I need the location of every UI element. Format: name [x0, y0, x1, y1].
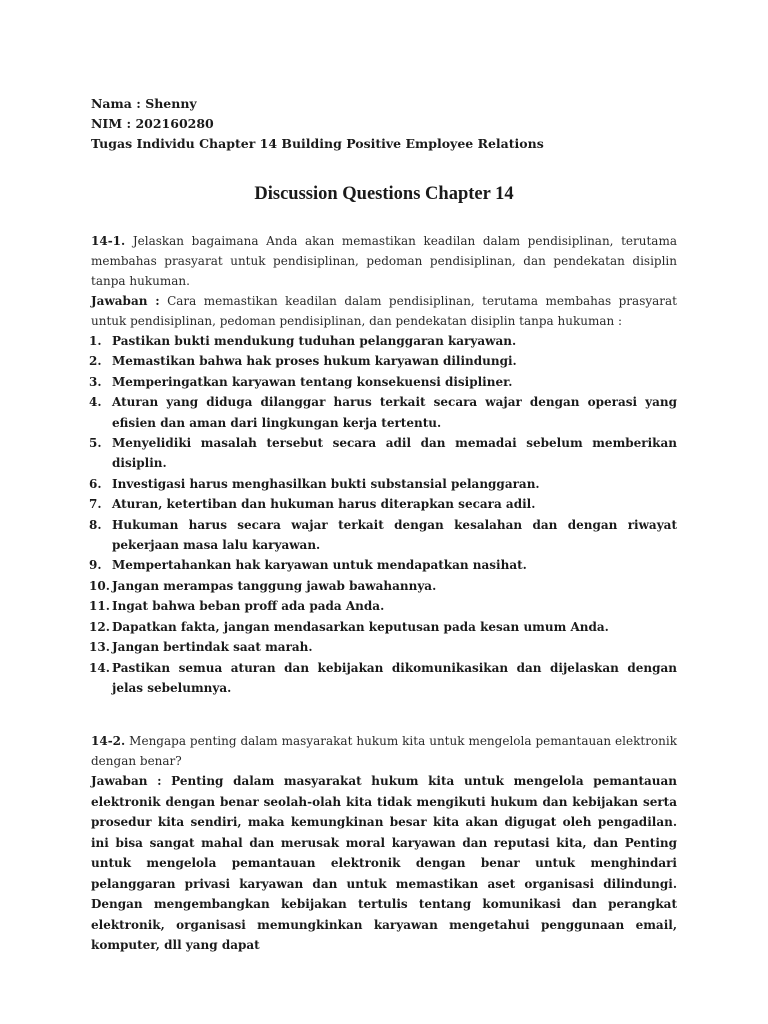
answer-1-intro-text: Cara memastikan keadilan dalam pendisiplinan, terutama membahas prasyarat untuk pendisiplinan, pedoman pendisiplinan, dan pendekatan disiplin tanpa hukuman :: [91, 294, 678, 328]
list-item-text: Ingat bahwa beban proff ada pada Anda.: [112, 599, 385, 614]
list-item-text: Jangan merampas tanggung jawab bawahannya.: [112, 578, 437, 593]
list-item-text: Hukuman harus secara wajar terkait dengan kesalahan dan dengan riwayat pekerjaan masa lalu karyawan.: [112, 517, 677, 553]
list-item-number: 3.: [89, 374, 102, 389]
list-item: [91, 596, 677, 616]
list-item-number: 13.: [89, 640, 110, 655]
list-item-number: 6.: [89, 476, 102, 491]
list-item-text: Mempertahankan hak karyawan untuk mendapatkan nasihat.: [112, 558, 527, 573]
list-item-number: 11.: [89, 599, 110, 614]
list-item: [91, 474, 677, 494]
list-item: [91, 637, 677, 657]
section-gap: [91, 698, 677, 731]
list-item: [91, 515, 677, 556]
list-item-number: 8.: [89, 517, 102, 532]
list-item-text: Pastikan bukti mendukung tuduhan pelanggaran karyawan.: [112, 334, 517, 348]
list-item-number: 1.: [89, 334, 102, 348]
assignment-line: Tugas Individu Chapter 14 Building Positive Employee Relations: [91, 136, 544, 151]
list-item-text: Aturan, ketertiban dan hukuman harus diterapkan secara adil.: [112, 497, 536, 512]
question-1-text: Jelaskan bagaimana Anda akan memastikan keadilan dalam pendisiplinan, terutama membahas prasyarat untuk pendisiplinan, pedoman pendisiplinan, dan pendekatan disiplin tanpa hukuman.: [91, 234, 677, 288]
list-item: [91, 331, 677, 351]
name-label: Nama: [91, 96, 132, 111]
nim-label: NIM: [91, 116, 123, 131]
list-item: [91, 658, 677, 699]
list-item-text: Pastikan semua aturan dan kebijakan dikomunikasikan dan dijelaskan dengan jelas sebelumnya.: [112, 660, 677, 695]
list-item: [91, 617, 677, 637]
question-2: [91, 731, 677, 771]
answer-1-intro: [91, 291, 677, 331]
list-item: [91, 555, 677, 575]
list-item-text: Jangan bertindak saat marah.: [112, 640, 313, 655]
page-title: Discussion Questions Chapter 14: [254, 184, 514, 204]
name-separator: :: [131, 96, 146, 111]
list-item-text: Investigasi harus menghasilkan bukti substansial pelanggaran.: [112, 476, 540, 491]
list-item-text: Menyelidiki masalah tersebut secara adil dan memadai sebelum memberikan disiplin.: [112, 436, 677, 471]
list-item: [91, 372, 677, 392]
list-item: [91, 494, 677, 514]
list-item-number: 14.: [89, 660, 110, 675]
list-item-text: Dapatkan fakta, jangan mendasarkan keputusan pada kesan umum Anda.: [112, 619, 609, 634]
question-2-number: 14-2.: [91, 734, 126, 749]
student-name-line: [91, 94, 677, 114]
list-item-text: Aturan yang diduga dilanggar harus terkait secara wajar dengan operasi yang efisien dan aman dari lingkungan kerja tertentu.: [112, 395, 677, 430]
list-item-number: 4.: [89, 395, 102, 410]
list-item-number: 10.: [89, 578, 110, 593]
list-item: [91, 351, 677, 371]
question-2-text: Mengapa penting dalam masyarakat hukum kita untuk mengelola pemantauan elektronik dengan benar?: [91, 734, 677, 769]
list-item-number: 5.: [89, 436, 102, 451]
list-item-number: 9.: [89, 558, 102, 573]
list-item: [91, 392, 677, 433]
name-value: Shenny: [145, 96, 197, 111]
list-item-number: 2.: [89, 354, 102, 369]
list-item-number: 7.: [89, 497, 102, 512]
answer-1-list: [91, 331, 677, 698]
list-item: [91, 433, 677, 474]
nim-separator: :: [122, 116, 136, 131]
answer-2-text: Jawaban : Penting dalam masyarakat hukum kita untuk mengelola pemantauan elektronik dengan benar seolah-olah kita tidak mengikuti hukum dan kebijakan serta prosedur kita sendiri, maka kemungkinan besar kita akan digugat oleh pengadilan. ini bisa sangat mahal dan merusak moral karyawan dan reputasi kita, dan Penting untuk mengelola pemantauan elektronik dengan benar untuk menghindari pelanggaran privasi karyawan dan untuk memastikan aset organisasi dilindungi. Dengan mengembangkan kebijakan tertulis tentang komunikasi dan perangkat elektronik, organisasi memungkinkan karyawan mengetahui penggunaan email, komputer, dll yang dapat: [91, 774, 677, 953]
question-1: [91, 231, 677, 291]
student-nim-line: [91, 114, 677, 134]
list-item: [91, 576, 677, 596]
answer-1-label: Jawaban :: [91, 294, 160, 308]
list-item-text: Memperingatkan karyawan tentang konsekuensi disipliner.: [112, 374, 513, 389]
nim-value: 202160280: [135, 116, 214, 131]
list-item-text: Memastikan bahwa hak proses hukum karyawan dilindungi.: [112, 354, 517, 369]
list-item-number: 12.: [89, 619, 110, 634]
document-page: [91, 94, 677, 956]
question-1-number: 14-1.: [91, 234, 126, 248]
